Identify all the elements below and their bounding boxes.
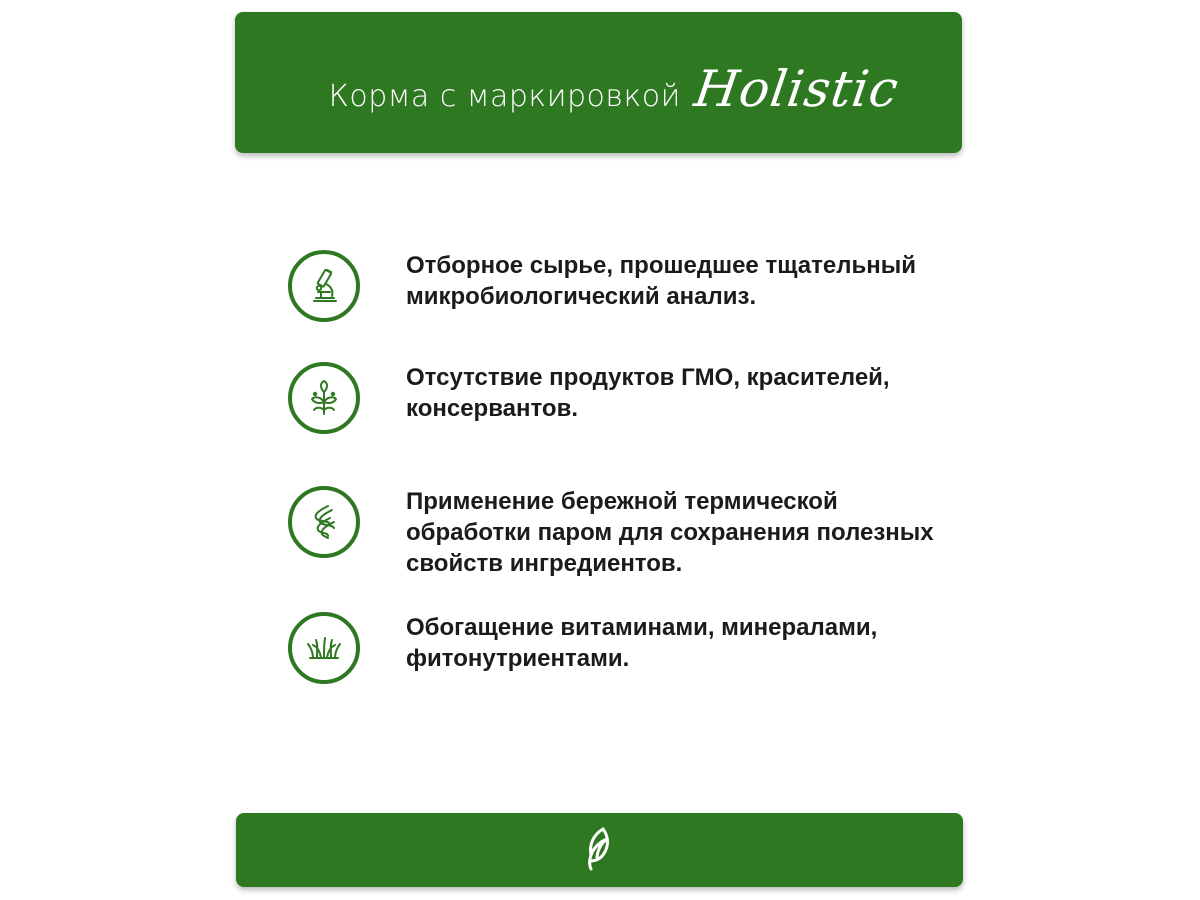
- feature-text: Применение бережной термической обработки паром для сохранения полезных свойств ингредиентов.: [406, 488, 934, 577]
- feature-text: Отборное сырье, прошедшее тщательный микробиологический анализ.: [406, 252, 916, 310]
- footer-banner: [236, 813, 963, 887]
- header-title: Корма с маркировкой: [328, 78, 681, 114]
- feature-item: [288, 486, 966, 579]
- feature-item: [288, 250, 966, 322]
- sprout-icon: [288, 362, 360, 434]
- header-heading: [328, 59, 903, 118]
- microscope-icon: [288, 250, 360, 322]
- feature-item: [288, 362, 966, 434]
- feature-text: Обогащение витаминами, минералами, фитонутриентами.: [406, 614, 878, 672]
- steam-icon: [288, 486, 360, 558]
- feature-item: [288, 612, 966, 684]
- header-script-word: Holistic: [690, 59, 903, 118]
- grass-icon: [288, 612, 360, 684]
- feature-text: Отсутствие продуктов ГМО, красителей, консервантов.: [406, 364, 890, 422]
- header-banner: [235, 12, 962, 153]
- leaf-logo-icon: [583, 823, 617, 878]
